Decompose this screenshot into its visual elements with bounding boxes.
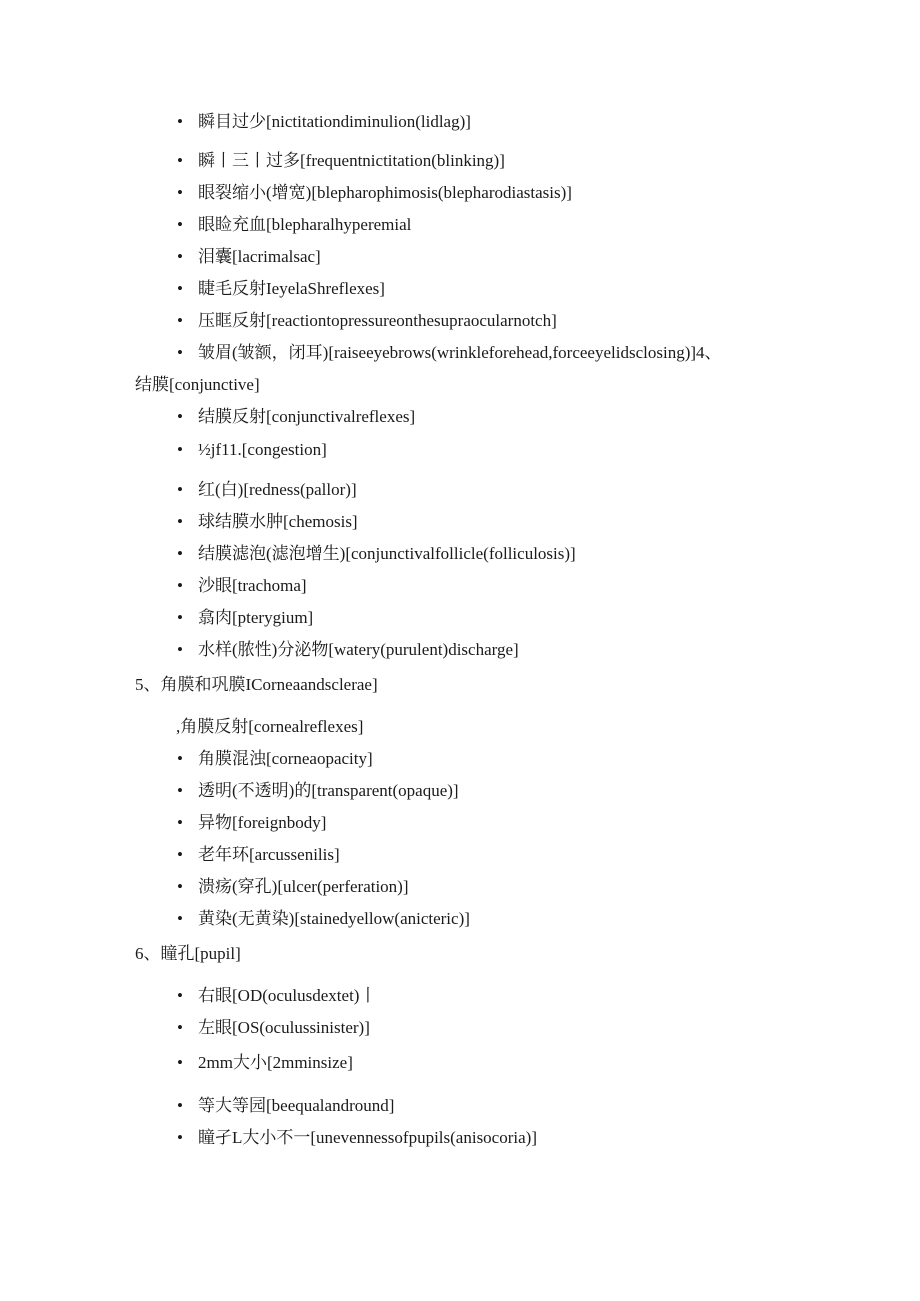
bullet-marker: •	[177, 1018, 183, 1037]
bullet-marker: •	[177, 480, 183, 499]
list-item: 瞳孑L大小不一[unevennessofpupils(anisocoria)]	[198, 1128, 537, 1147]
list-item: 透明(不透明)的[transparent(opaque)]	[198, 781, 459, 800]
list-item: 翕肉[pterygium]	[198, 608, 314, 627]
bullet-marker: •	[177, 845, 183, 864]
bullet-marker: •	[177, 813, 183, 832]
list-item: 压眶反射[reactiontopressureonthesupraocularnotch]	[198, 311, 557, 330]
bullet-marker: •	[177, 749, 183, 768]
list-item: 瞬目过少[nictitationdiminulion(lidlag)]	[198, 112, 471, 131]
list-item: 角膜混浊[corneaopacity]	[198, 749, 373, 768]
bullet-marker: •	[177, 183, 183, 202]
bullet-marker: •	[177, 608, 183, 627]
list-item: 眼裂缩小(增宽)[blepharophimosis(blepharodiastasis)]	[198, 183, 572, 202]
bullet-marker: •	[177, 1096, 183, 1115]
bullet-marker: •	[177, 512, 183, 531]
bullet-marker: •	[177, 440, 183, 459]
bullet-marker: •	[177, 576, 183, 595]
list-item: 红(白)[redness(pallor)]	[198, 480, 357, 499]
list-item: 等大等园[beequalandround]	[198, 1096, 395, 1115]
list-item: 左眼[OS(oculussinister)]	[198, 1018, 370, 1037]
list-item: 结膜反射[conjunctivalreflexes]	[198, 407, 416, 426]
bullet-marker: •	[177, 215, 183, 234]
bullet-marker: •	[177, 1053, 183, 1072]
list-item: 溃疡(穿孔)[ulcer(perferation)]	[198, 877, 409, 896]
bullet-marker: •	[177, 247, 183, 266]
list-item: 瞬丨三丨过多[frequentnictitation(blinking)]	[198, 151, 505, 170]
bullet-marker: •	[177, 877, 183, 896]
section-heading: 6、瞳孔[pupil]	[135, 944, 241, 963]
bullet-marker: •	[177, 343, 183, 362]
list-item: 皱眉(皱额，闭耳)[raiseeyebrows(wrinkleforehead,forceeyelidsclosing)]4、	[198, 343, 722, 362]
list-item: 异物[foreignbody]	[198, 813, 327, 832]
bullet-marker: •	[177, 151, 183, 170]
list-item: ,角膜反射[cornealreflexes]	[176, 717, 364, 736]
list-item: 睫毛反射IeyelaShreflexes]	[198, 279, 385, 298]
section-heading: 5、角膜和巩膜ICorneaandsclerae]	[135, 675, 378, 694]
list-item: 老年环[arcussenilis]	[198, 845, 340, 864]
list-item: 沙眼[trachoma]	[198, 576, 307, 595]
list-item: 泪囊[lacrimalsac]	[198, 247, 321, 266]
bullet-marker: •	[177, 112, 183, 131]
bullet-marker: •	[177, 1128, 183, 1147]
bullet-marker: •	[177, 311, 183, 330]
bullet-marker: •	[177, 909, 183, 928]
bullet-marker: •	[177, 986, 183, 1005]
list-item: 眼睑充血[blepharalhyperemial	[198, 215, 412, 234]
list-item: 球结膜水肿[chemosis]	[198, 512, 358, 531]
bullet-marker: •	[177, 781, 183, 800]
bullet-marker: •	[177, 544, 183, 563]
section-heading: 结膜[conjunctive]	[135, 375, 260, 394]
list-item: 黄染(无黄染)[stainedyellow(anicteric)]	[198, 909, 470, 928]
list-item: 右眼[OD(oculusdextet)丨	[198, 986, 377, 1005]
list-item: 水样(脓性)分泌物[watery(purulent)discharge]	[198, 640, 519, 659]
list-item: 结膜滤泡(滤泡增生)[conjunctivalfollicle(folliculosis)]	[198, 544, 576, 563]
bullet-marker: •	[177, 279, 183, 298]
list-item: ½jf11.[congestion]	[198, 440, 327, 459]
bullet-marker: •	[177, 407, 183, 426]
list-item: 2mm大小[2mminsize]	[198, 1053, 353, 1072]
bullet-marker: •	[177, 640, 183, 659]
